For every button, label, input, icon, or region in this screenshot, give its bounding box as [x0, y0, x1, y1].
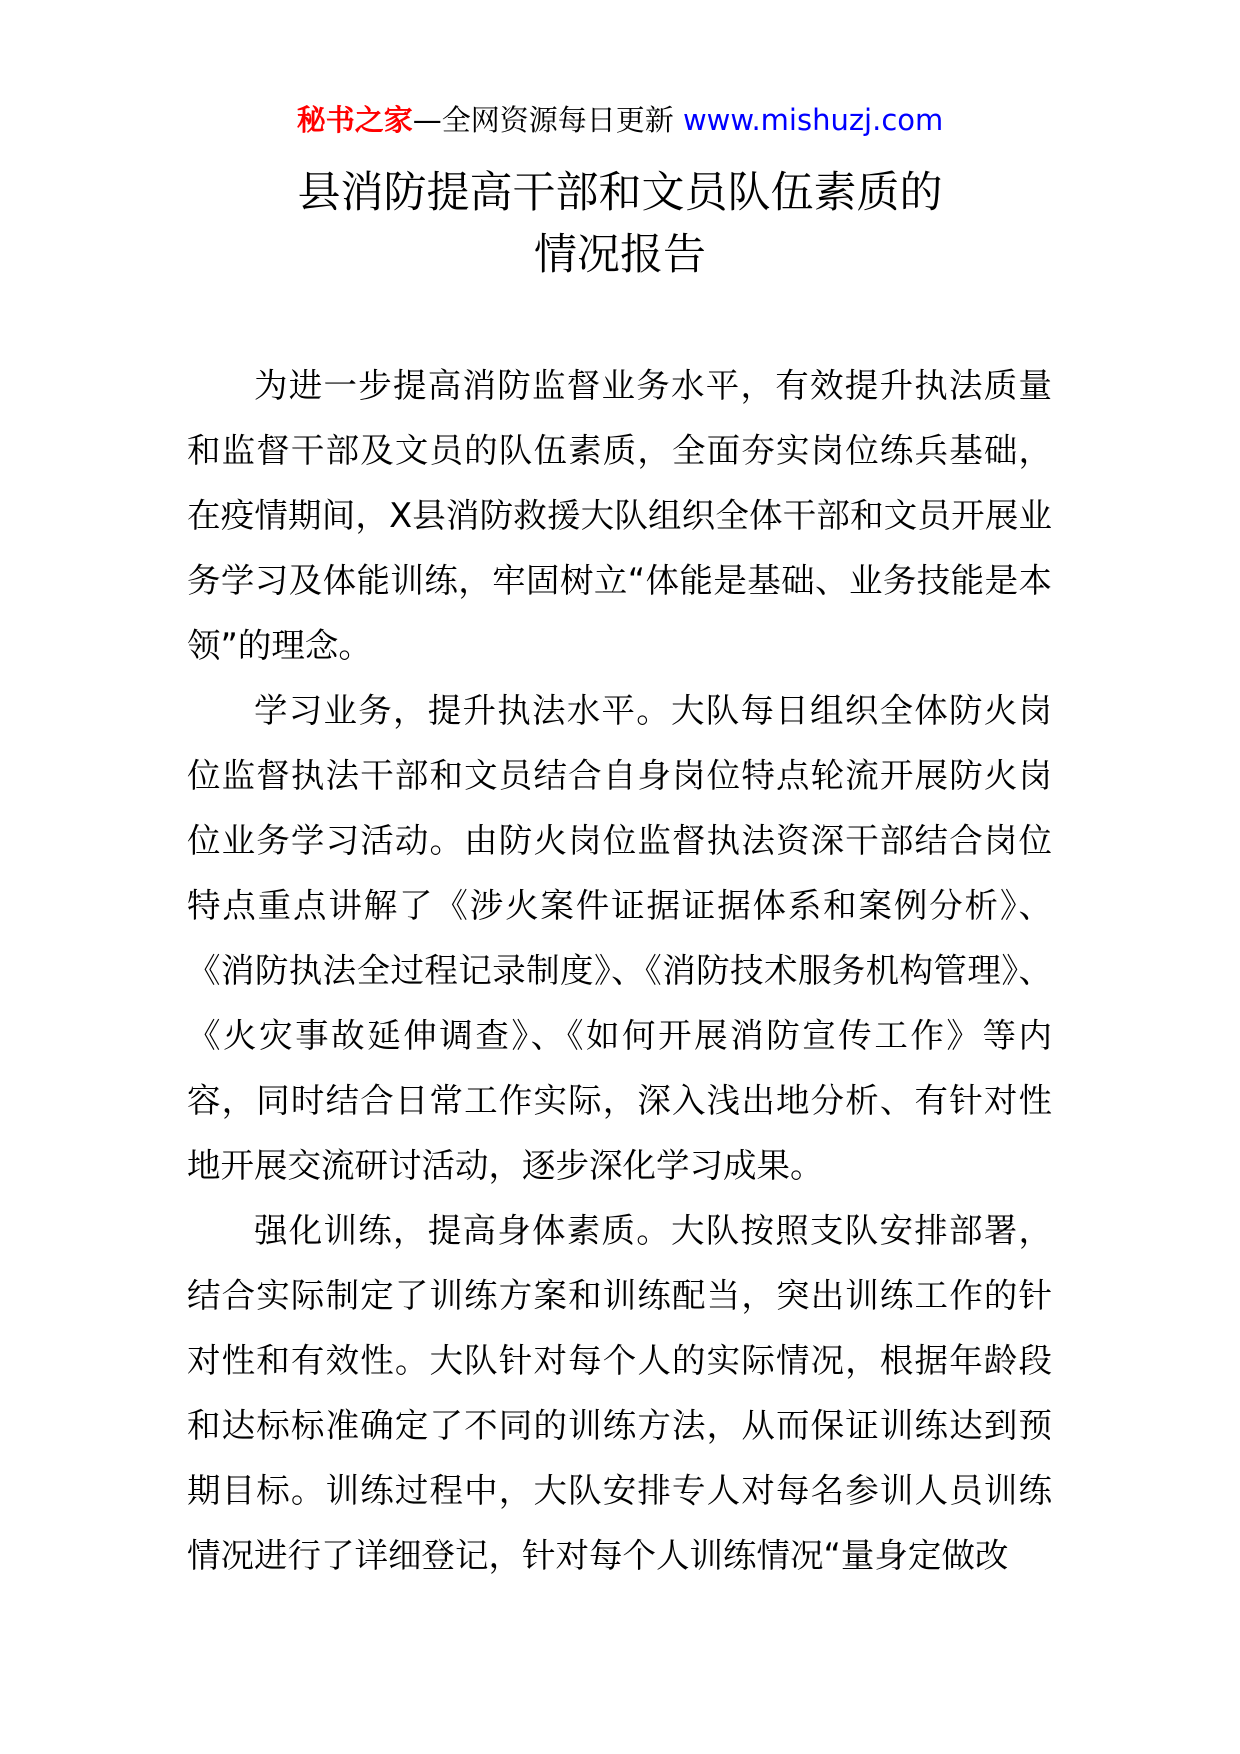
- header-tagline: —全网资源每日更新: [412, 103, 674, 137]
- paragraph-intro: 为进一步提高消防监督业务水平，有效提升执法质量和监督干部及文员的队伍素质，全面夯实岗位练兵基础，在疫情期间，X县消防救援大队组织全体干部和文员开展业务学习及体能训练，牢固树立“体能是基础、业务技能是本领”的理念。: [187, 366, 1052, 665]
- watermark-header: [0, 100, 1240, 140]
- site-url-link[interactable]: www.mishuzj.com: [682, 103, 944, 137]
- title-line-1: 县消防提高干部和文员队伍素质的: [297, 168, 943, 218]
- paragraph-training: 强化训练，提高身体素质。大队按照支队安排部署，结合实际制定了训练方案和训练配当，突出训练工作的针对性和有效性。大队针对每个人的实际情况，根据年龄段和达标标准确定了不同的训练方法，从而保证训练达到预期目标。训练过程中，大队安排专人对每名参训人员训练情况进行了详细登记，针对每个人训练情况“量身定做改: [187, 1211, 1052, 1575]
- document-body: [187, 353, 1052, 1588]
- document-title: [0, 162, 1240, 286]
- title-line-2: 情况报告: [534, 230, 706, 280]
- brand-name: 秘书之家: [296, 103, 413, 137]
- paragraph-study: 学习业务，提升执法水平。大队每日组织全体防火岗位监督执法干部和文员结合自身岗位特点轮流开展防火岗位业务学习活动。由防火岗位监督执法资深干部结合岗位特点重点讲解了《涉火案件证据证据体系和案例分析》、《消防执法全过程记录制度》、《消防技术服务机构管理》、《火灾事故延伸调查》、《如何开展消防宣传工作》等内容，同时结合日常工作实际，深入浅出地分析、有针对性地开展交流研讨活动，逐步深化学习成果。: [187, 691, 1052, 1185]
